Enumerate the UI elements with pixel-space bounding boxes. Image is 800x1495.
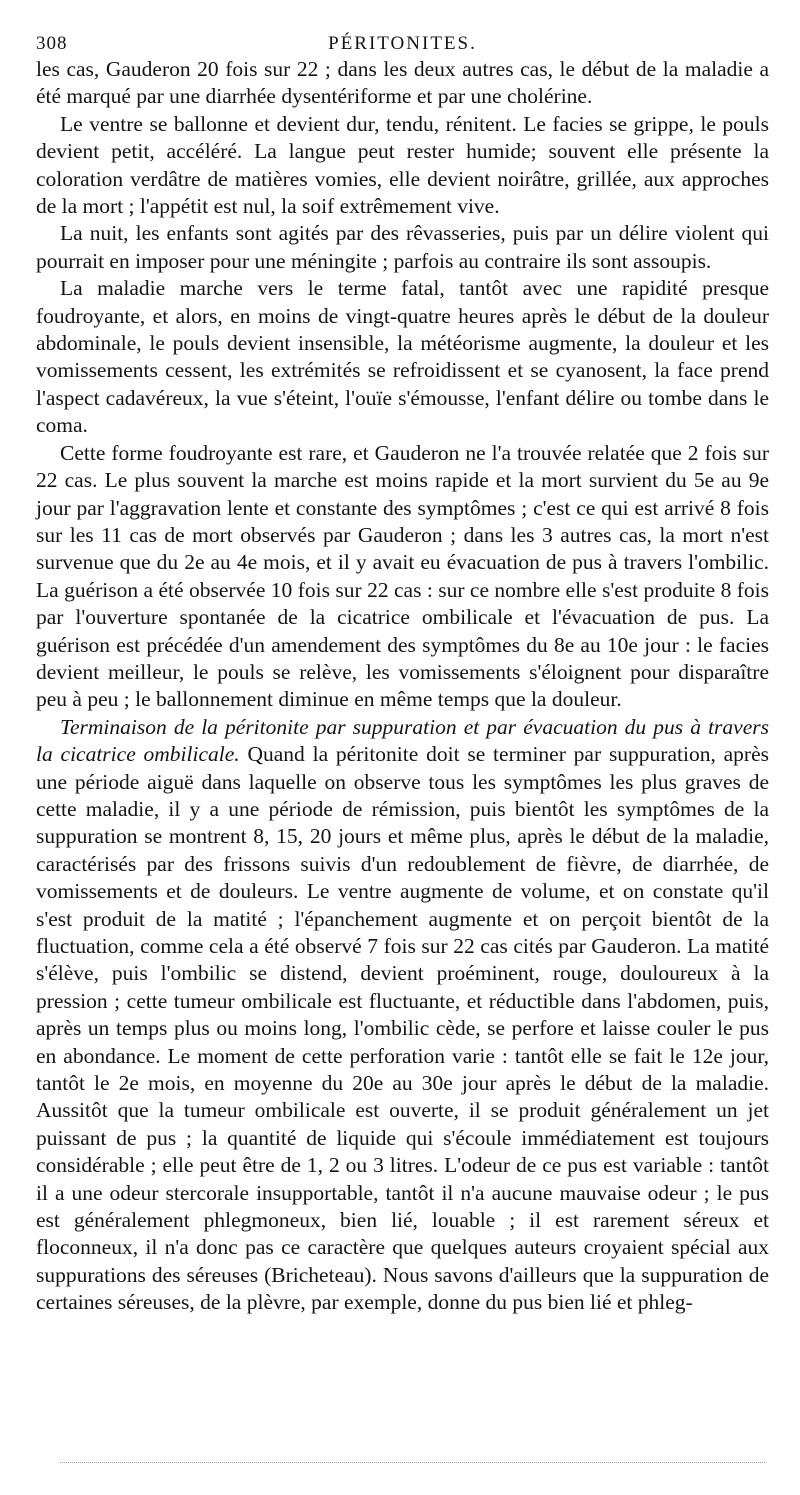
paragraph-2: Le ventre se ballonne et devient dur, tendu, rénitent. Le facies se grippe, le pouls devient petit, accéléré. La langue peut rester humide; souvent elle présente la coloration verdâtre de matières vomies, elle devient noirâtre, grillée, aux approches de la mort ; l'appétit est nul, la soif extrêmement vive.	[36, 111, 769, 219]
body-text	[36, 56, 769, 1317]
paragraph-6-text: Quand la péritonite doit se terminer par suppuration, après une période aiguë dans laquelle on observe tous les symptômes les plus graves de cette maladie, il y a une période de rémission, puis bientôt les symptômes de la suppuration se montrent 8, 15, 20 jours et même plus, après le début de la maladie, caractérisés par des frissons suivis d'un redoublement de fièvre, de diarrhée, de vomissements et de douleurs. Le ventre augmente de volume, et on constate qu'il s'est produit de la matité ; l'épanchement augmente et on perçoit bientôt de la fluctuation, comme cela a été observé 7 fois sur 22 cas cités par Gauderon. La matité s'élève, puis l'ombilic se distend, devient proéminent, rouge, douloureux à la pression ; cette tumeur ombilicale est fluctuante, et réductible dans l'abdomen, puis, après un temps plus ou moins long, l'ombilic cède, se perfore et laisse couler le pus en abondance. Le moment de cette perforation varie : tantôt elle se fait le 12e jour, tantôt le 2e mois, en moyenne du 20e au 30e jour après le début de la maladie. Aussitôt que la tumeur ombilicale est ouverte, il se produit généralement un jet puissant de pus ; la quantité de liquide qui s'écoule immédiatement est toujours considérable ; elle peut être de 1, 2 ou 3 litres. L'odeur de ce pus est variable : tantôt il a une odeur stercorale insupportable, tantôt il n'a aucune mauvaise odeur ; le pus est généralement phlegmoneux, bien lié, louable ; il est rarement séreux et floconneux, il n'a donc pas ce caractère que quelques auteurs croyaient spécial aux suppurations des séreuses (Bricheteau). Nous savons d'ailleurs que la suppuration de certaines séreuses, de la plèvre, par exemple, donne du pus bien lié et phleg-	[36, 742, 769, 1315]
paragraph-5: Cette forme foudroyante est rare, et Gauderon ne l'a trouvée relatée que 2 fois sur 22 cas. Le plus souvent la marche est moins rapide et la mort survient du 5e au 9e jour par l'aggravation lente et constante des symptômes ; c'est ce qui est arrivé 8 fois sur les 11 cas de mort observés par Gauderon ; dans les 3 autres cas, la mort n'est survenue que du 2e au 4e mois, et il y avait eu évacuation de pus à travers l'ombilic. La guérison a été observée 10 fois sur 22 cas : sur ce nombre elle s'est produite 8 fois par l'ouverture spontanée de la cicatrice ombilicale et l'évacuation de pus. La guérison est précédée d'un amendement des symptômes du 8e au 10e jour : le facies devient meilleur, le pouls se relève, les vomissements s'éloignent pour disparaître peu à peu ; le ballonnement diminue en même temps que la douleur.	[36, 440, 769, 712]
running-head	[36, 26, 769, 56]
paragraph-4: La maladie marche vers le terme fatal, tantôt avec une rapidité presque foudroyante, et alors, en moins de vingt-quatre heures après le début de la douleur abdominale, le pouls devient insensible, la météorisme augmente, la douleur et les vomissements cessent, les extrémités se refroidissent et se cyanosent, la face prend l'aspect cadavéreux, la vue s'éteint, l'ouïe s'émousse, l'enfant délire ou tombe dans le coma.	[36, 276, 769, 438]
page-number: 308	[36, 33, 68, 54]
paragraph-1: les cas, Gauderon 20 fois sur 22 ; dans les deux autres cas, le début de la maladie a été marqué par une diarrhée dysentériforme et par une cholérine.	[36, 57, 769, 109]
section-heading: Terminaison de la péritonite par suppuration et par évacuation du pus à travers la cicatrice ombilicale.	[36, 714, 769, 767]
book-page	[36, 26, 769, 1317]
paragraph-6	[36, 714, 769, 1317]
paragraph-3: La nuit, les enfants sont agités par des rêvasseries, puis par un délire violent qui pourrait en imposer pour une méningite ; parfois au contraire ils sont assoupis.	[36, 221, 769, 273]
footer-rule	[60, 1462, 765, 1463]
running-title: PÉRITONITES.	[328, 33, 477, 54]
